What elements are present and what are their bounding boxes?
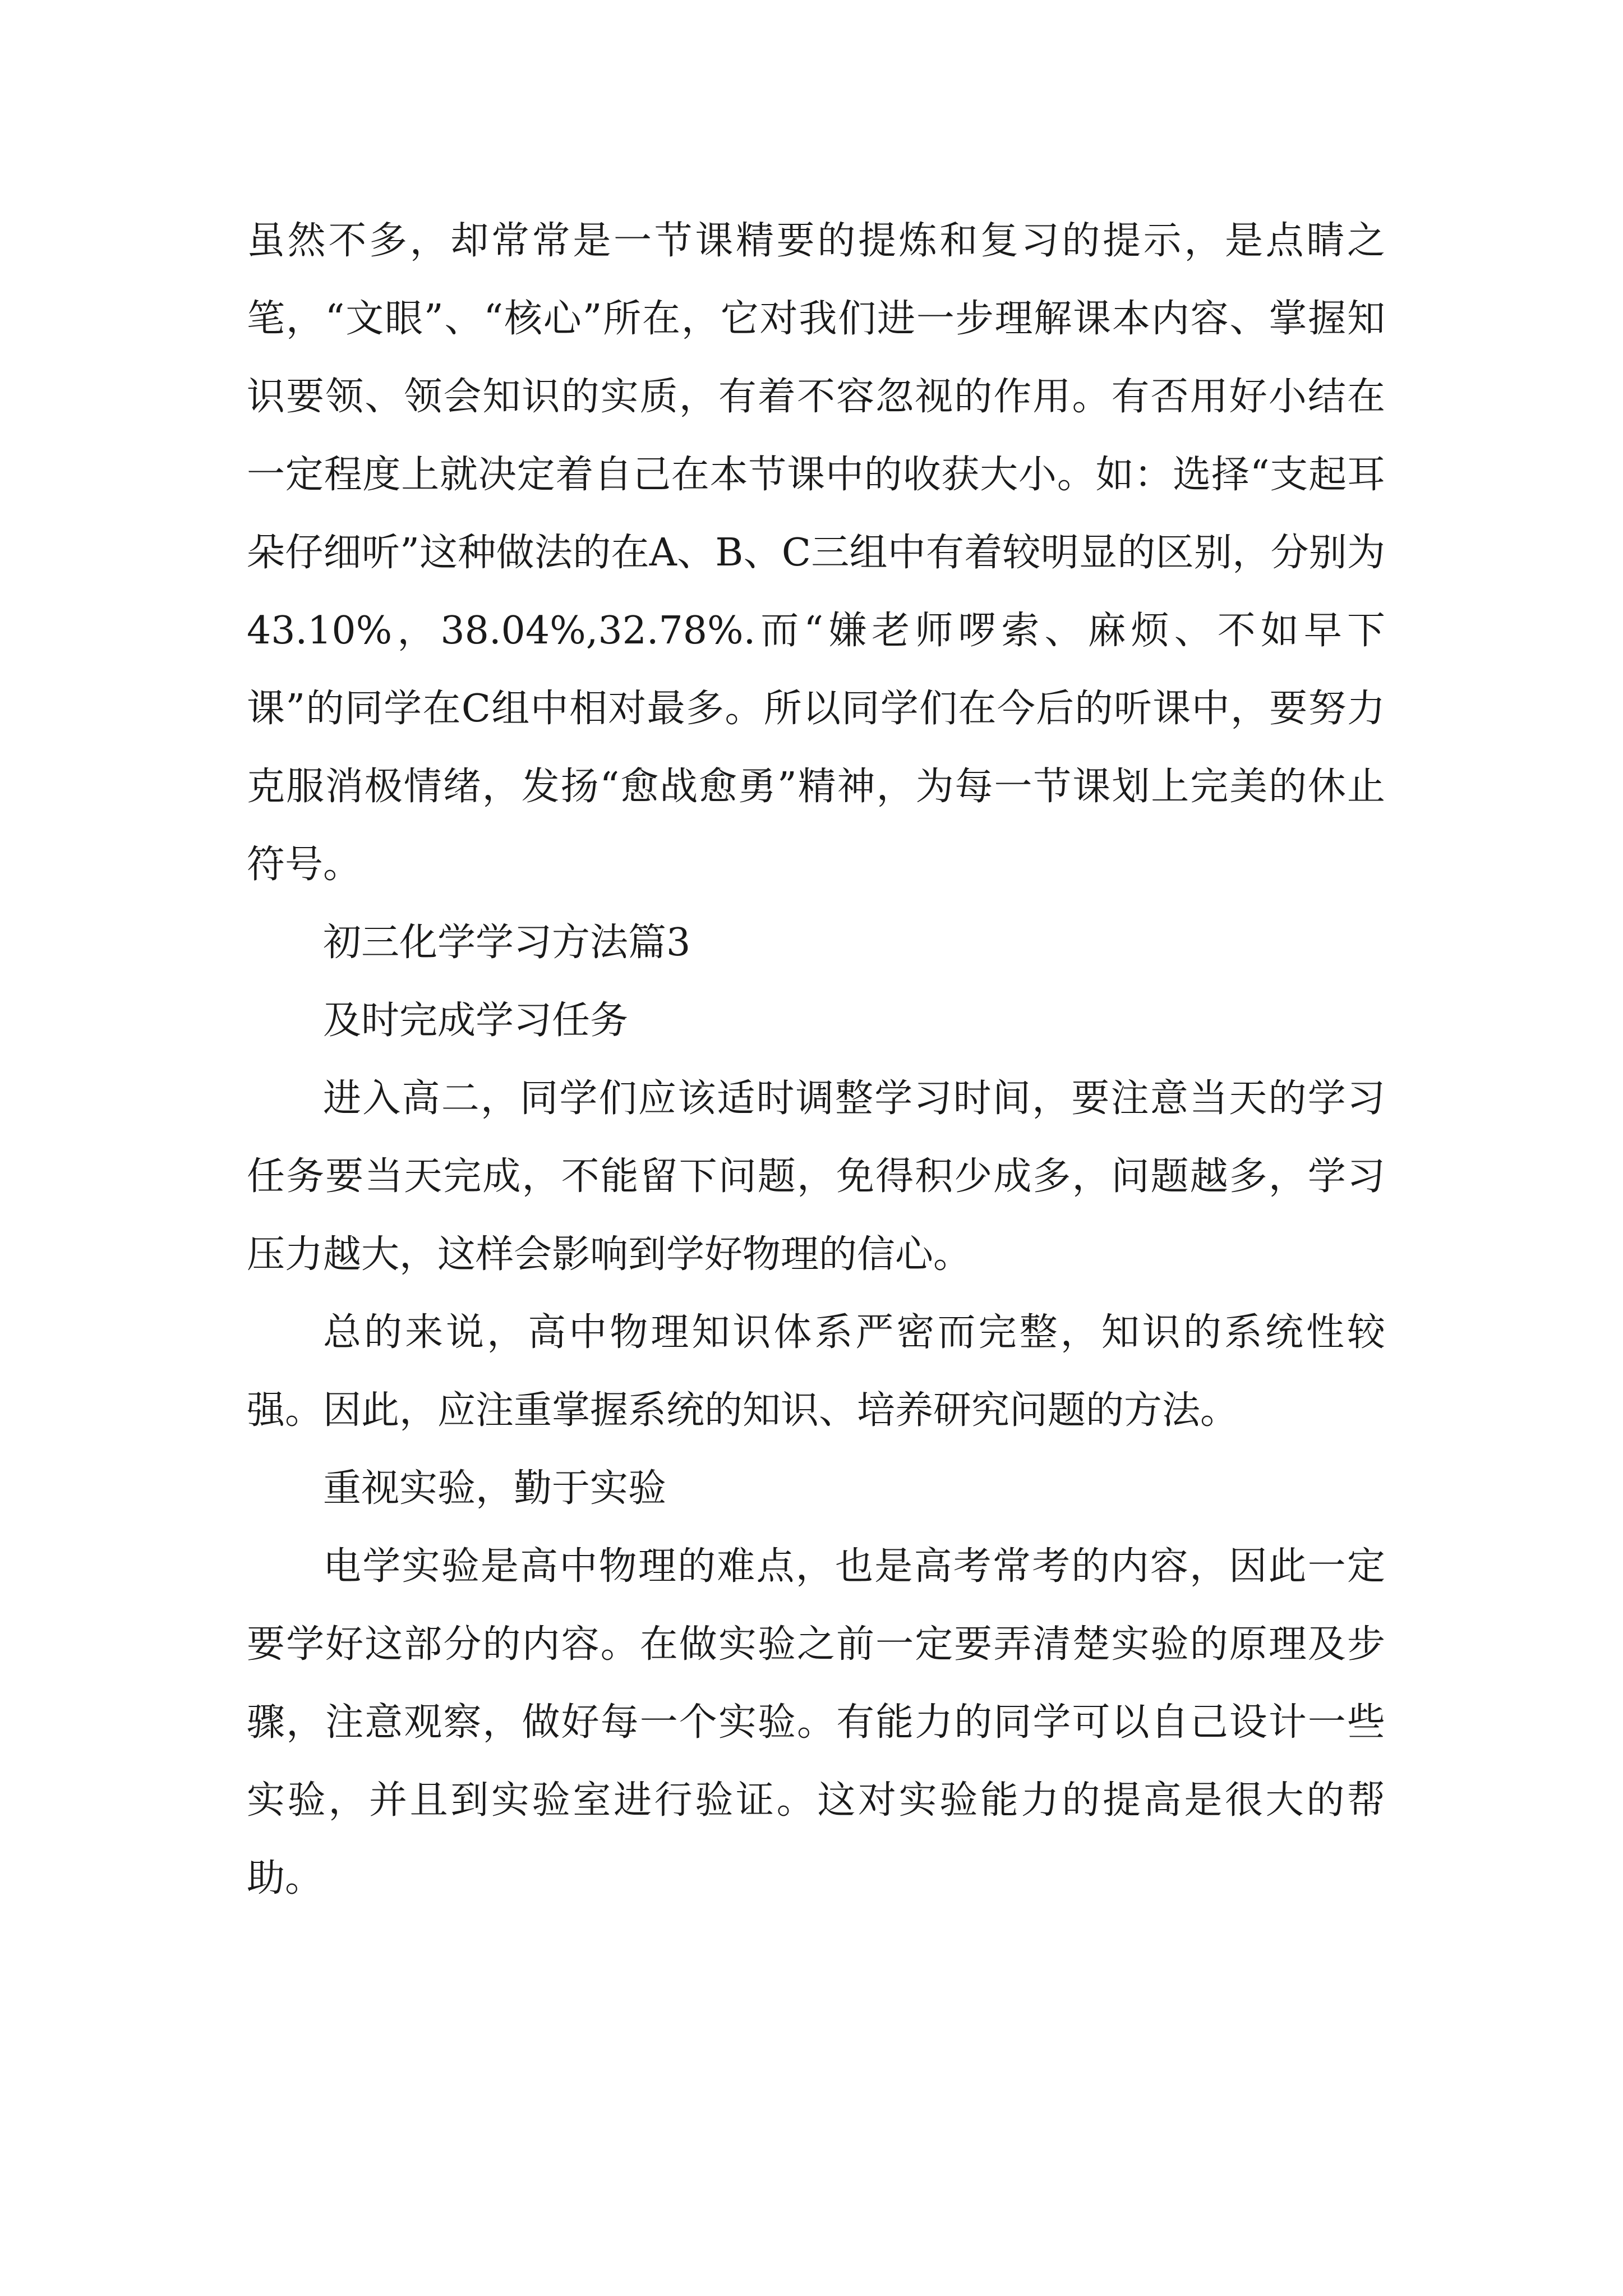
paragraph-electrical-experiments: 电学实验是高中物理的难点，也是高考常考的内容，因此一定要学好这部分的内容。在做实验之前一定要弄清楚实验的原理及步骤，注意观察，做好每一个实验。有能力的同学可以自己设计一些实验，并且到实验室进行验证。这对实验能力的提高是很大的帮助。 <box>247 1544 1385 1901</box>
paragraph-knowledge-system: 总的来说，高中物理知识体系严密而完整，知识的系统性较强。因此，应注重掌握系统的知识、培养研究问题的方法。 <box>247 1310 1385 1433</box>
subheading-timely-completion: 及时完成学习任务 <box>323 999 629 1043</box>
paragraph-continuation: 虽然不多，却常常是一节课精要的提炼和复习的提示，是点睛之笔，“文眼”、“核心”所在，它对我们进一步理解课本内容、掌握知识要领、领会知识的实质，有着不容忽视的作用。有否用好小结在一定程度上就决定着自己在本节课中的收获大小。如：选择“支起耳朵仔细听”这种做法的在A、B、C三组中有着较明显的区别，分别为43.10%，38.04%,32.78%.而“嫌老师啰索、麻烦、不如早下课”的同学在C组中相对最多。所以同学们在今后的听课中，要努力克服消极情绪，发扬“愈战愈勇”精神，为每一节课划上完美的休止符号。 <box>247 219 1385 887</box>
paragraph-study-time: 进入高二，同学们应该适时调整学习时间，要注意当天的学习任务要当天完成，不能留下问题，免得积少成多，问题越多，学习压力越大，这样会影响到学好物理的信心。 <box>247 1076 1385 1277</box>
document-body <box>247 202 1385 1917</box>
subheading-experiments: 重视实验，勤于实验 <box>323 1466 667 1511</box>
section-title: 初三化学学习方法篇3 <box>323 921 691 965</box>
